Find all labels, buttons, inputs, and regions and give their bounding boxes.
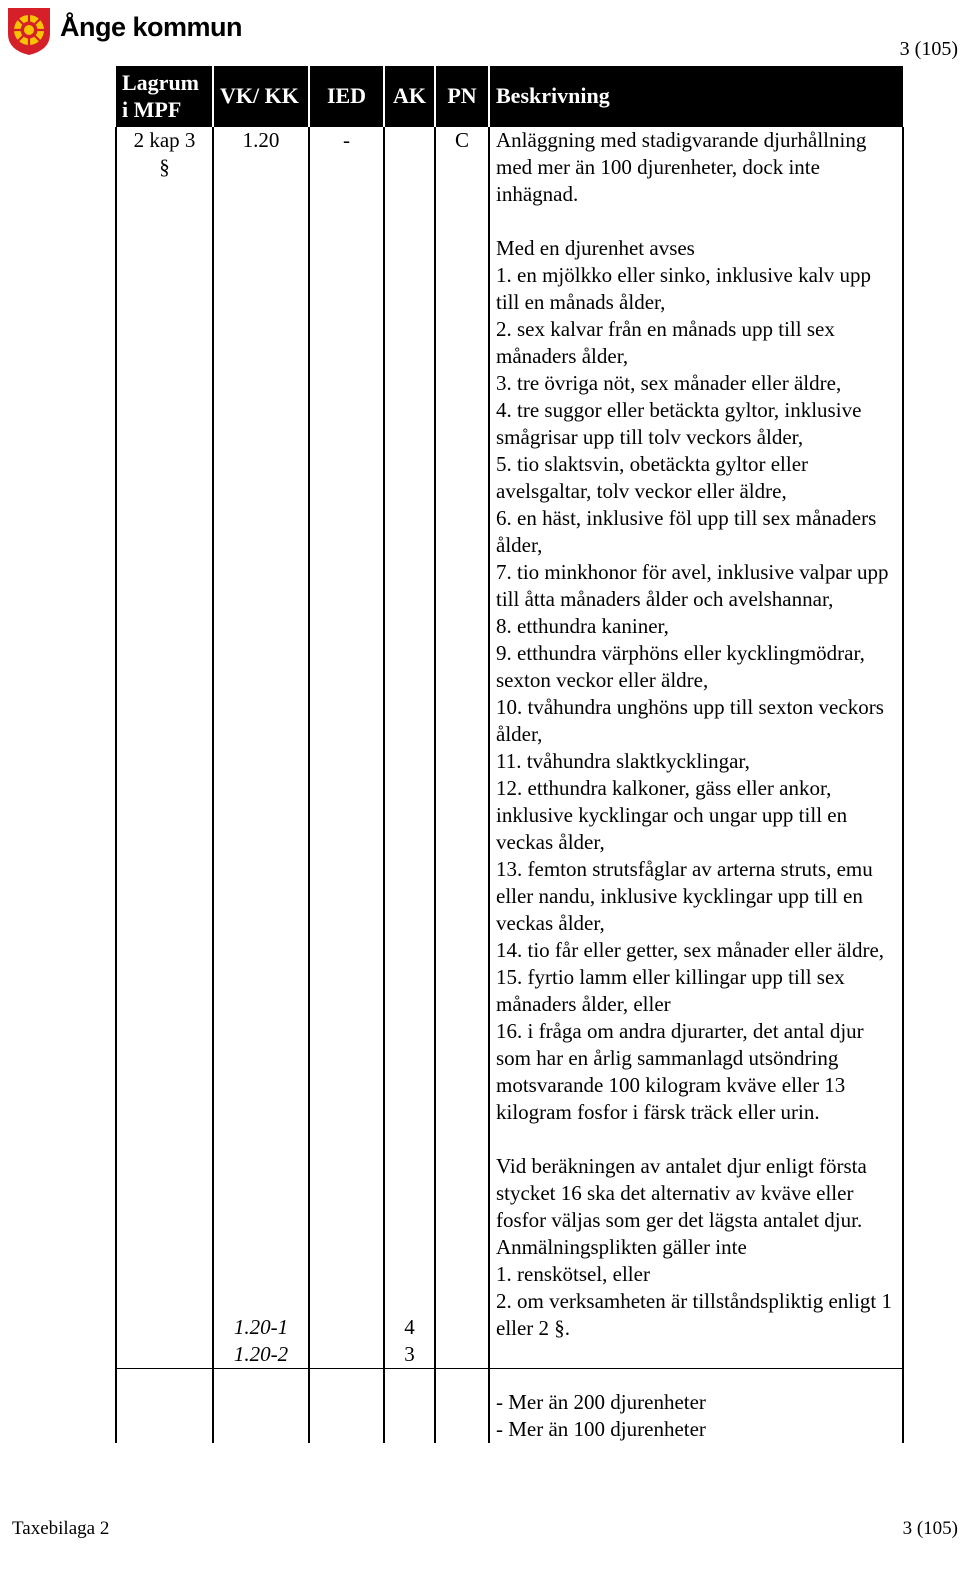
- vk-code: 1.20: [242, 128, 280, 152]
- page-number-bottom: 3 (105): [902, 1518, 958, 1539]
- size-line-2: - Mer än 100 djurenheter: [496, 1417, 706, 1441]
- page-number-top: 3 (105): [899, 38, 958, 60]
- item-4: 4. tre suggor eller betäckta gyltor, inklusive smågrisar upp till tolv veckors ålder,: [496, 398, 862, 449]
- cell-vk-kk-2: [213, 1369, 309, 1444]
- column-header-ied: IED: [309, 66, 384, 127]
- column-header-lagrum: [116, 66, 213, 127]
- item-16: 16. i fråga om andra djurarter, det antal djur som har en årlig sammanlagd utsöndring motsvarande 100 kilogram kväve eller 13 kilogram fosfor i färsk träck eller urin.: [496, 1019, 864, 1124]
- table-row: [116, 127, 903, 1369]
- ak-value: [391, 127, 428, 154]
- item-2: 2. sex kalvar från en månads upp till sex månaders ålder,: [496, 317, 835, 368]
- cell-ied-2: [309, 1369, 384, 1444]
- footer-label: Taxebilaga 2: [12, 1518, 110, 1539]
- definition-lead: Med en djurenhet avses: [496, 236, 695, 260]
- item-6: 6. en häst, inklusive föl upp till sex månaders ålder,: [496, 506, 877, 557]
- pn-value: C: [454, 128, 469, 152]
- cell-lagrum: [116, 127, 213, 1369]
- exempt-item-1: 1. renskötsel, eller: [496, 1262, 650, 1286]
- intro-text: Anläggning med stadigvarande djurhållning med mer än 100 djurenheter, dock inte inhägnad.: [496, 128, 867, 206]
- sub-ak-1: 4: [404, 1315, 415, 1339]
- sub-code-1: 1.20-1: [233, 1315, 289, 1339]
- calc-note: Vid beräkningen av antalet djur enligt första stycket 16 ska det alternativ av kväve eller fosfor väljas som ger det lägsta antalet djur.: [496, 1154, 867, 1232]
- lagrum-line-2: §: [159, 155, 170, 179]
- item-8: 8. etthundra kaniner,: [496, 614, 669, 638]
- column-header-beskrivning: Beskrivning: [489, 66, 903, 127]
- cell-beskrivning-2: [489, 1369, 903, 1444]
- sub-ak-2: 3: [404, 1342, 415, 1366]
- lagrum-line-1: 2 kap 3: [133, 128, 196, 152]
- item-14: 14. tio får eller getter, sex månader eller äldre,: [496, 938, 885, 962]
- item-12: 12. etthundra kalkoner, gäss eller ankor, inklusive kycklingar och ungar upp till en veckas ålder,: [496, 776, 848, 854]
- table-row: [116, 1369, 903, 1444]
- column-header-vk-kk: [213, 66, 309, 127]
- cell-lagrum-2: [116, 1369, 213, 1444]
- column-header-pn: PN: [435, 66, 489, 127]
- cell-beskrivning: [489, 127, 903, 1369]
- item-5: 5. tio slaktsvin, obetäckta gyltor eller avelsgaltar, tolv veckor eller äldre,: [496, 452, 809, 503]
- item-15: 15. fyrtio lamm eller killingar upp till sex månaders ålder, eller: [496, 965, 845, 1016]
- cell-ak: [384, 127, 435, 1369]
- item-13: 13. femton strutsfåglar av arterna struts, emu eller nandu, inklusive kycklingar upp till en veckas ålder,: [496, 857, 873, 935]
- cell-vk-kk: [213, 127, 309, 1369]
- item-11: 11. tvåhundra slaktkycklingar,: [496, 749, 750, 773]
- item-1: 1. en mjölkko eller sinko, inklusive kalv upp till en månads ålder,: [496, 263, 872, 314]
- classification-table: [115, 66, 904, 1443]
- table-header-row: [116, 66, 903, 127]
- cell-ak-2: [384, 1369, 435, 1444]
- ied-value: -: [343, 128, 350, 152]
- column-header-lagrum-label: Lagrum i MPF: [122, 69, 199, 122]
- column-header-ak: AK: [384, 66, 435, 127]
- item-9: 9. etthundra värphöns eller kycklingmödrar, sexton veckor eller äldre,: [496, 641, 865, 692]
- item-10: 10. tvåhundra unghöns upp till sexton veckors ålder,: [496, 695, 884, 746]
- cell-ied: [309, 127, 384, 1369]
- cell-pn: [435, 127, 489, 1369]
- municipality-logo-icon: [6, 6, 52, 56]
- column-header-vk-kk-label: VK/ KK: [220, 83, 299, 108]
- cell-pn-2: [435, 1369, 489, 1444]
- sub-code-2: 1.20-2: [233, 1342, 289, 1366]
- exempt-item-2: 2. om verksamheten är tillståndspliktig enligt 1 eller 2 §.: [496, 1289, 893, 1340]
- brand-name: Ånge kommun: [60, 12, 243, 42]
- item-3: 3. tre övriga nöt, sex månader eller äldre,: [496, 371, 842, 395]
- exempt-lead: Anmälningsplikten gäller inte: [496, 1235, 747, 1259]
- size-line-1: - Mer än 200 djurenheter: [496, 1390, 706, 1414]
- item-7: 7. tio minkhonor för avel, inklusive valpar upp till åtta månaders ålder och avelshannar,: [496, 560, 889, 611]
